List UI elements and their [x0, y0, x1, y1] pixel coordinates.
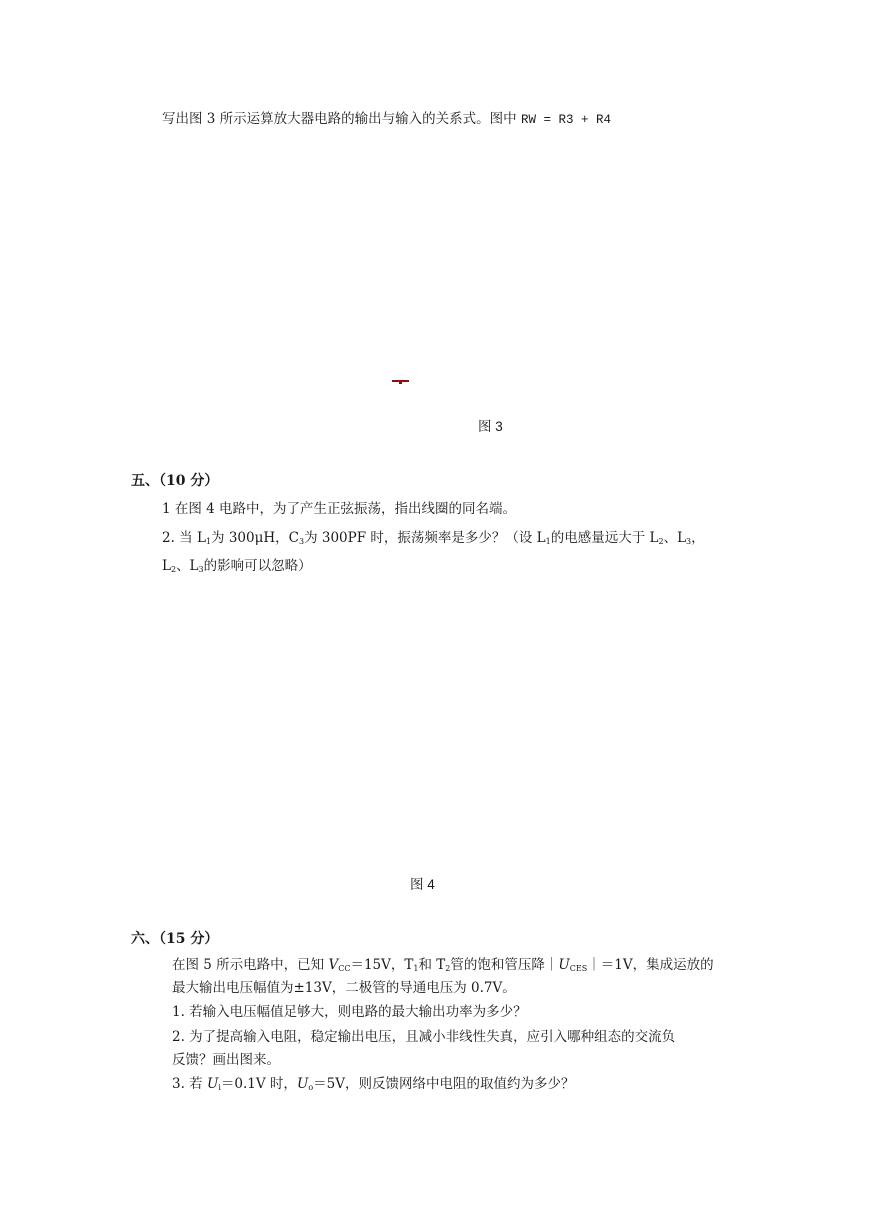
q4-intro-text: 写出图 3 所示运算放大器电路的输出与输入的关系式。图中	[162, 111, 517, 127]
q6-item3	[172, 1075, 575, 1097]
q5-item2-part: 为 300μH，C	[211, 530, 299, 546]
q5-item2-part: 的电感量远大于 L	[550, 530, 659, 546]
q6-uces-symbol: U	[558, 957, 570, 973]
subscript: i	[218, 1083, 221, 1092]
q6-intro-part: 管的饱和管压降｜	[450, 957, 559, 973]
q6-intro-part: ＝15V，T	[350, 957, 414, 973]
q6-uo-symbol: U	[296, 1076, 309, 1092]
subscript: 1	[205, 537, 212, 546]
q5-item2-cont-part: 、L	[176, 558, 199, 574]
q6-intro-part: ｜＝1V，集成运放的	[587, 957, 714, 973]
subscript: CC	[338, 964, 351, 973]
q6-item2-line-2: 反馈？画出图来。	[172, 1052, 280, 1068]
q6-item3-part: 3. 若	[172, 1076, 207, 1092]
q4-intro-line	[162, 110, 611, 129]
q6-item3-part: ＝0.1V 时，	[220, 1076, 297, 1092]
subscript: 2	[170, 565, 177, 574]
figure-3-caption: 图 3	[478, 419, 503, 434]
q6-heading: 六、（15 分）	[131, 931, 219, 947]
q5-item1: 1 在图 4 电路中，为了产生正弦振荡，指出线圈的同名端。	[162, 501, 517, 517]
q5-item2-continued	[162, 557, 312, 579]
subscript: CES	[569, 964, 588, 973]
subscript: 3	[686, 537, 692, 546]
figure-3-placeholder-mark	[392, 380, 409, 384]
q5-item2-part: 为 300PF 时，振荡频率是多少？（设 L	[304, 530, 546, 546]
q5-item2-cont-part: 的影响可以忽略）	[203, 558, 312, 574]
q6-item2-line-1: 2. 为了提高输入电阻，稳定输出电压，且减小非线性失真，应引入哪种组态的交流负	[172, 1029, 676, 1045]
subscript: 2	[445, 964, 451, 973]
subscript: 2	[658, 537, 664, 546]
figure-4-caption: 图 4	[410, 877, 435, 892]
subscript: 1	[413, 964, 419, 973]
q6-item1: 1. 若输入电压幅值足够大，则电路的最大输出功率为多少？	[172, 1004, 527, 1020]
mark-tick	[399, 382, 402, 384]
q5-heading: 五、（10 分）	[131, 473, 219, 489]
subscript: 1	[545, 537, 551, 546]
q6-intro-part: 在图 5 所示电路中，已知	[172, 957, 329, 973]
q4-formula: RW = R3 + R4	[520, 113, 611, 127]
q6-intro-line	[172, 956, 714, 978]
q6-item3-part: ＝5V，则反馈网络中电阻的取值约为多少？	[313, 1076, 575, 1092]
q5-item2-cont-part: L	[162, 558, 171, 574]
q5-item2-part: 2. 当 L	[162, 530, 206, 546]
subscript: 3	[198, 565, 204, 574]
q6-intro-part: 和 T	[418, 957, 446, 973]
q5-item2-part: 、L	[663, 530, 687, 546]
subscript: o	[308, 1083, 314, 1092]
q5-item2-part: ，	[691, 530, 705, 546]
q6-vcc-symbol: V	[328, 957, 339, 973]
q6-ui-symbol: U	[206, 1076, 219, 1092]
q5-item2	[162, 529, 705, 551]
q6-intro-line-2: 最大输出电压幅值为±13V，二极管的导通电压为 0.7V。	[172, 980, 516, 996]
subscript: 3	[298, 537, 305, 546]
